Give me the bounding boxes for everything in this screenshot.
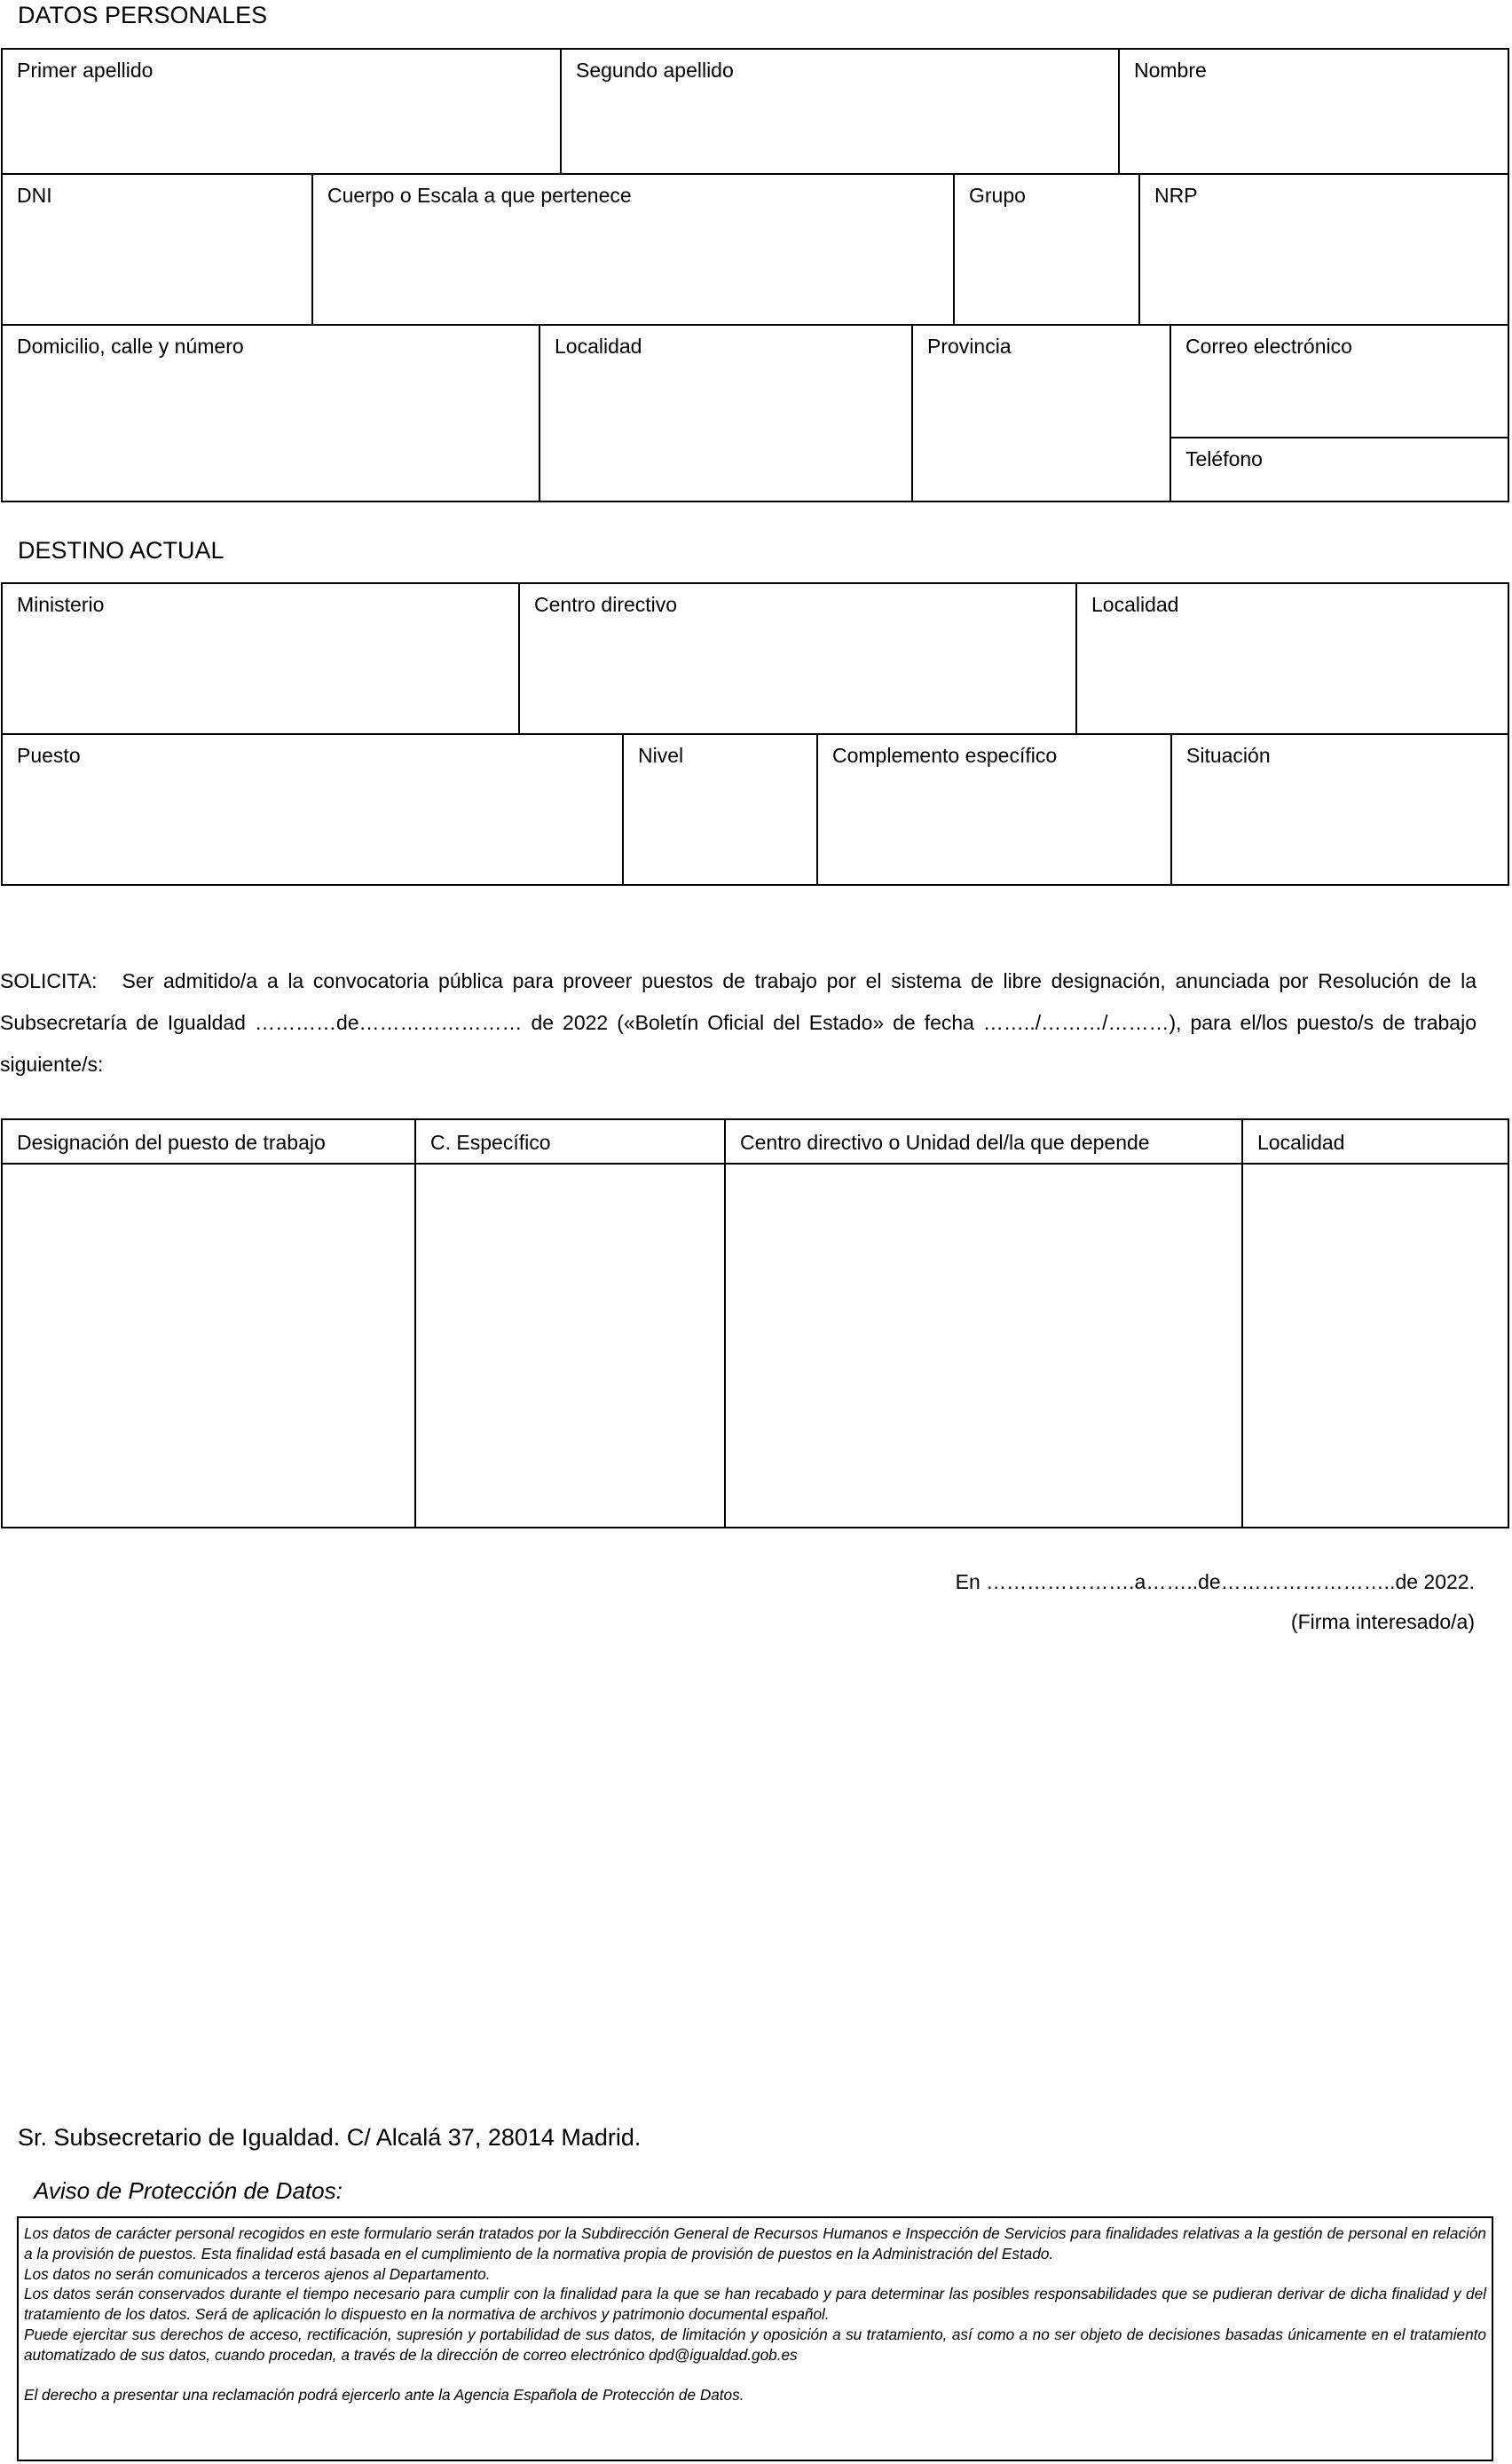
firma-interesado: (Firma interesado/a) bbox=[1290, 1610, 1475, 1633]
solicita-paragraph bbox=[0, 960, 1477, 1086]
aviso-paragraph: El derecho a presentar una reclamación podrá ejercerlo ante la Agencia Española de Protección de Datos. bbox=[24, 2386, 744, 2405]
table-header: Designación del puesto de trabajo bbox=[3, 1120, 414, 1165]
solicita-label: SOLICITA: bbox=[0, 969, 98, 992]
col-c-especifico bbox=[416, 1120, 726, 1527]
nrp-label: NRP bbox=[1154, 184, 1198, 207]
segundo-apellido-field[interactable] bbox=[562, 50, 1120, 173]
aviso-paragraph: Puede ejercitar sus derechos de acceso, rectificación, supresión y portabilidad de sus datos, de limitación y oposición a su tratamiento, así como a no ser objeto de decisiones basadas únicamente en el tratamiento automatizado de sus datos, cuando procedan, a través de la dirección de correo electrónico dpd@igualdad.gob.es bbox=[24, 2325, 1486, 2364]
section-title-datos-personales: DATOS PERSONALES bbox=[18, 2, 268, 28]
dni-field[interactable] bbox=[3, 175, 313, 324]
complemento-label: Complemento específico bbox=[832, 744, 1058, 767]
nombre-field[interactable] bbox=[1120, 50, 1508, 173]
row-dni bbox=[3, 175, 1508, 326]
aviso-paragraph: Los datos serán conservados durante el tiempo necesario para cumplir con la finalidad para la que se han recabado y para determinar las posibles responsabilidades que se pudieran derivar de dicha finalidad y del tratamiento de los datos. Será de aplicación lo dispuesto en la normativa de archivos y patrimonio documental español. bbox=[24, 2285, 1486, 2324]
grupo-field[interactable] bbox=[955, 175, 1140, 324]
designacion-input-cell[interactable] bbox=[3, 1165, 414, 1527]
row-domicilio bbox=[3, 326, 1508, 501]
centro-directivo-input-cell[interactable] bbox=[726, 1165, 1241, 1527]
localidad-input-cell[interactable] bbox=[1243, 1165, 1508, 1527]
col-localidad bbox=[1243, 1120, 1508, 1527]
correo-label: Correo electrónico bbox=[1185, 335, 1352, 358]
complemento-field[interactable] bbox=[818, 735, 1172, 884]
provincia-label: Provincia bbox=[927, 335, 1012, 358]
row-apellidos bbox=[3, 50, 1508, 175]
primer-apellido-field[interactable] bbox=[3, 50, 562, 173]
col-centro-directivo bbox=[726, 1120, 1243, 1527]
c-especifico-input-cell[interactable] bbox=[416, 1165, 724, 1527]
destino-actual-grid bbox=[1, 582, 1509, 886]
table-header: Centro directivo o Unidad del/la que depende bbox=[726, 1120, 1241, 1165]
row-ministerio bbox=[3, 584, 1508, 735]
domicilio-label: Domicilio, calle y número bbox=[17, 335, 244, 358]
destino-localidad-field[interactable] bbox=[1077, 584, 1508, 733]
cuerpo-label: Cuerpo o Escala a que pertenece bbox=[327, 184, 632, 207]
domicilio-field[interactable] bbox=[3, 326, 540, 501]
puestos-table bbox=[1, 1118, 1509, 1528]
correo-field[interactable] bbox=[1171, 326, 1508, 438]
segundo-apellido-label: Segundo apellido bbox=[576, 59, 734, 82]
destinatario: Sr. Subsecretario de Igualdad. C/ Alcalá 37, 28014 Madrid. bbox=[18, 2124, 642, 2151]
nrp-field[interactable] bbox=[1140, 175, 1508, 324]
primer-apellido-label: Primer apellido bbox=[17, 59, 154, 82]
ministerio-field[interactable] bbox=[3, 584, 520, 733]
dni-label: DNI bbox=[17, 184, 52, 207]
cuerpo-field[interactable] bbox=[313, 175, 955, 324]
nivel-field[interactable] bbox=[624, 735, 818, 884]
destino-localidad-label: Localidad bbox=[1091, 593, 1179, 616]
telefono-field[interactable] bbox=[1171, 438, 1508, 501]
puesto-field[interactable] bbox=[3, 735, 624, 884]
puesto-label: Puesto bbox=[17, 744, 81, 767]
telefono-label: Teléfono bbox=[1185, 447, 1263, 470]
lugar-fecha: En ………………….a……..de……………………..de 2022. bbox=[955, 1570, 1475, 1593]
table-header: Localidad bbox=[1243, 1120, 1508, 1165]
table-header: C. Específico bbox=[416, 1120, 724, 1165]
localidad-field[interactable] bbox=[540, 326, 913, 501]
aviso-paragraph: Los datos no serán comunicados a terceros ajenos al Departamento. bbox=[24, 2264, 491, 2283]
section-title-destino-actual: DESTINO ACTUAL bbox=[18, 537, 224, 564]
datos-personales-grid bbox=[1, 48, 1509, 502]
ministerio-label: Ministerio bbox=[17, 593, 105, 616]
aviso-box bbox=[17, 2216, 1493, 2461]
grupo-label: Grupo bbox=[969, 184, 1026, 207]
centro-directivo-field[interactable] bbox=[520, 584, 1077, 733]
centro-directivo-label: Centro directivo bbox=[534, 593, 678, 616]
nombre-label: Nombre bbox=[1134, 59, 1207, 82]
aviso-paragraph: Los datos de carácter personal recogidos en este formulario serán tratados por la Subdirección General de Recursos Humanos e Inspección de Servicios para finalidades relativas a la gestión de personal en relación a la provisión de puestos. Esta finalidad está basada en el cumplimiento de la normativa propia de provisión de puestos en la Administración del Estado. bbox=[24, 2224, 1486, 2263]
localidad-label: Localidad bbox=[555, 335, 642, 358]
col-designacion bbox=[3, 1120, 416, 1527]
aviso-title: Aviso de Protección de Datos: bbox=[34, 2177, 343, 2204]
situacion-field[interactable] bbox=[1172, 735, 1508, 884]
solicita-text: Ser admitido/a a la convocatoria pública para proveer puestos de trabajo por el sistema de libre designación, anunciada por Resolución de la Subsecretaría de Igualdad …………de…………………… de 2022 («Boletín Oficial del Estado» de fecha ……../………/………), para el/los puesto/s de trabajo siguiente/s: bbox=[0, 969, 1477, 1076]
situacion-label: Situación bbox=[1186, 744, 1271, 767]
row-puesto bbox=[3, 735, 1508, 884]
contacto-cell bbox=[1171, 326, 1508, 501]
provincia-field[interactable] bbox=[913, 326, 1171, 501]
nivel-label: Nivel bbox=[638, 744, 684, 767]
